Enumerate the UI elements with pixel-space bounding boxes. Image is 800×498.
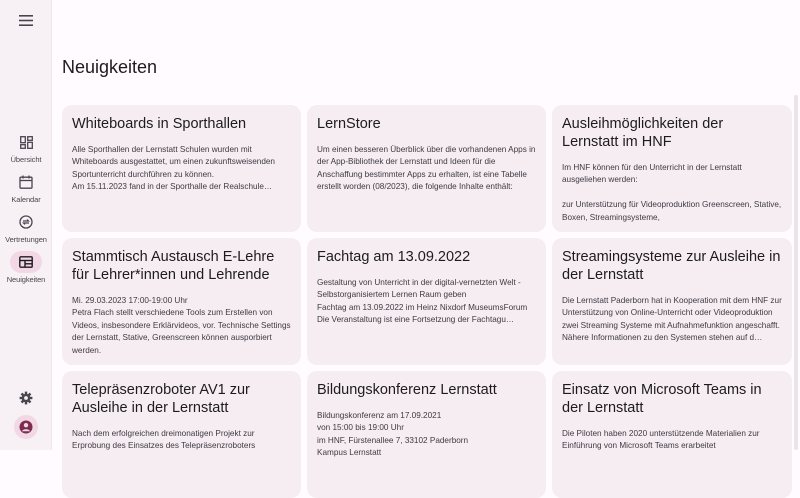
news-card-body: Mi. 29.03.2023 17:00-19:00 Uhr Petra Flach stellt verschiedene Tools zum Erstellen von Videos, insbesondere Erklärvideos, vor. Technische Settings der Lernstatt, Stative, Greenscreen können ausporbiert werden. <box>72 296 291 355</box>
news-card[interactable] <box>307 238 546 365</box>
news-card-title: Einsatz von Microsoft Teams in der Lernstatt <box>562 382 762 416</box>
news-card-title: Stammtisch Austausch E-Lehre für Lehrer*innen und Lehrende <box>72 249 275 283</box>
dashboard-icon <box>20 136 33 149</box>
nav-icon-container <box>10 131 42 153</box>
news-card-body: Nach dem erfolgreichen dreimonatigen Projekt zur Erprobung des Einsatzes des Telepräsenzroboters <box>72 429 256 451</box>
news-grid <box>62 105 790 498</box>
settings-button[interactable] <box>16 388 36 408</box>
swap-icon <box>19 215 33 229</box>
news-card-body: Um einen besseren Überblick über die vorhandenen Apps in der App-Bibliothek der Lernstatt und Ideen für die Anschaffung bestimmter Apps zu erhalten, ist eine Tabelle erstellt worden (08/2023), die folgende Inhalte enthält: <box>317 145 536 192</box>
news-card-body: Im HNF können für den Unterricht in der Lernstatt ausgeliehen werden: zur Unterstützung für Videoproduktion Greenscreen, Stative, Boxen, Streamingsysteme, <box>562 163 782 222</box>
news-card-title: Telepräsenzroboter AV1 zur Ausleihe in der Lernstatt <box>72 382 250 416</box>
menu-button[interactable] <box>14 10 38 30</box>
news-card-body: Gestaltung von Unterricht in der digital-vernetzten Welt - Selbstorganisiertem Lernen Raum geben Fachtag am 13.09.2022 im Heinz Nixdorf MuseumsForum Die Veranstaltung ist eine Fortsetzung der Fachtagu… <box>317 278 528 325</box>
news-card[interactable] <box>552 105 792 232</box>
nav-label: Neuigkeiten <box>6 275 46 284</box>
account-button[interactable] <box>14 415 38 439</box>
news-icon <box>19 256 33 268</box>
account-icon <box>19 420 33 434</box>
news-card[interactable] <box>552 371 792 498</box>
scrollbar[interactable] <box>792 95 800 450</box>
news-card[interactable] <box>62 238 301 365</box>
news-card[interactable] <box>62 371 301 498</box>
news-card[interactable] <box>62 105 301 232</box>
news-card-body: Die Piloten haben 2020 unterstützende Materialien zur Einführung von Microsoft Teams erarbeitet <box>562 429 760 451</box>
nav-label: Vertretungen <box>5 235 47 244</box>
news-card-title: Whiteboards in Sporthallen <box>72 116 247 132</box>
nav-label: Übersicht <box>10 155 42 164</box>
nav-icon-container <box>10 251 42 273</box>
gear-icon <box>19 391 33 405</box>
calendar-icon <box>19 175 33 189</box>
main-content <box>53 0 800 458</box>
menu-icon <box>19 15 33 26</box>
news-card[interactable] <box>552 238 792 365</box>
nav-icon-container <box>10 211 42 233</box>
news-card-title: Bildungskonferenz Lernstatt <box>317 382 497 398</box>
page-title: Neuigkeiten <box>62 57 158 77</box>
scrollbar-thumb[interactable] <box>794 95 798 450</box>
nav-item-neuigkeiten[interactable] <box>0 251 52 284</box>
nav-label: Kalendar <box>11 195 41 204</box>
news-card-body: Die Lernstatt Paderborn hat in Kooperation mit dem HNF zur Unterstützung von Online-Unterricht oder Videoproduktion zwei Streaming Systeme mit Aufnahmefunktion angeschafft. Nähere Informationen zu den Systemen stehen auf d… <box>562 296 782 343</box>
news-card-title: Streamingsysteme zur Ausleihe in der Lernstatt <box>562 249 781 283</box>
news-card-title: Fachtag am 13.09.2022 <box>317 249 471 265</box>
nav-item-uebersicht[interactable] <box>0 131 52 164</box>
nav-item-kalendar[interactable] <box>0 171 52 204</box>
news-card-body: Alle Sporthallen der Lernstatt Schulen wurden mit Whiteboards ausgestattet, um einen zukunftsweisenden Sportunterricht durchführen zu können. Am 15.11.2023 fand in der Sporthalle der Realschule… <box>72 145 275 192</box>
news-card-title: LernStore <box>317 116 381 132</box>
nav-icon-container <box>10 171 42 193</box>
news-card-body: Bildungskonferenz am 17.09.2021 von 15:00 bis 19:00 Uhr im HNF, Fürstenallee 7, 33102 Paderborn Kampus Lernstatt <box>317 411 469 458</box>
navigation-rail <box>0 0 52 450</box>
news-card[interactable] <box>307 371 546 498</box>
news-card[interactable] <box>307 105 546 232</box>
news-card-title: Ausleihmöglichkeiten der Lernstatt im HNF <box>562 116 724 150</box>
nav-item-vertretungen[interactable] <box>0 211 52 244</box>
